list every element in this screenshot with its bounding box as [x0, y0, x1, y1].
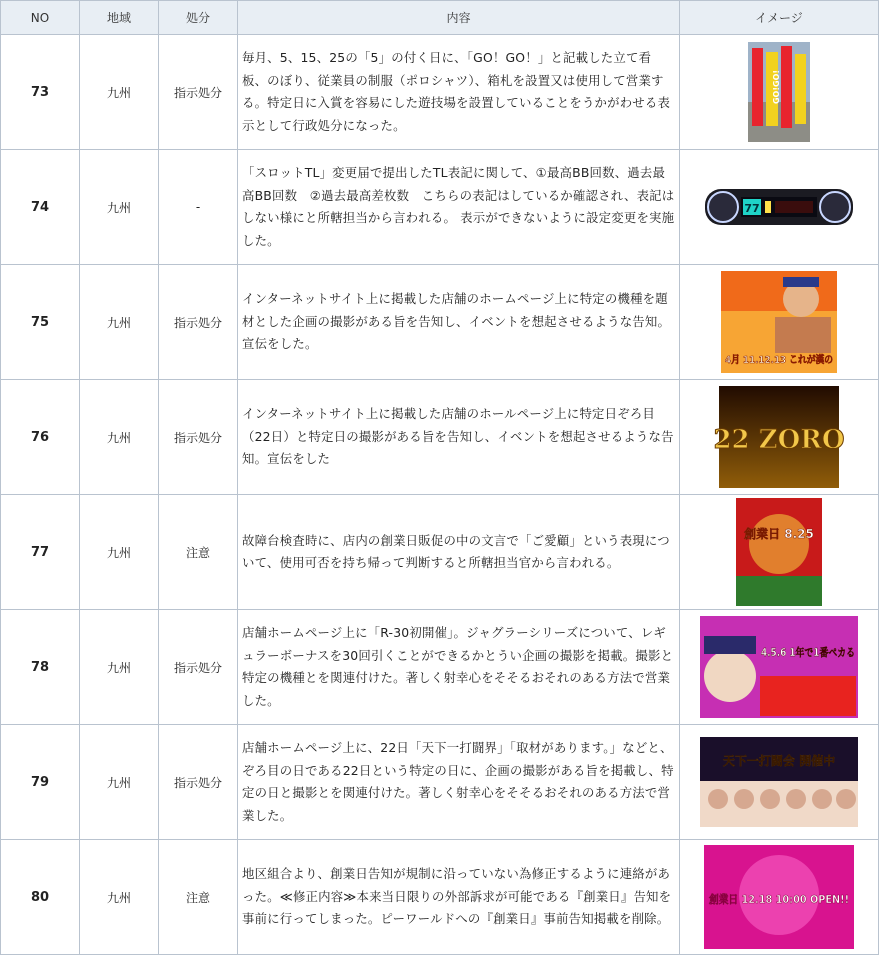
- row-action: -: [159, 150, 238, 265]
- row-content: 故障台検査時に、店内の創業日販促の中の文言で「ご愛顧」という表現について、使用可否を持ち帰って判断すると所轄担当官から言われる。: [238, 495, 680, 610]
- header-no: NO: [1, 1, 80, 35]
- row-no: 77: [1, 495, 80, 610]
- row-image-cell: [680, 840, 879, 955]
- table-row: [1, 725, 879, 840]
- image-label: 天下一打闘会 開催中: [722, 754, 836, 768]
- event-poster: [721, 271, 849, 373]
- row-no: 79: [1, 725, 80, 840]
- row-no: 80: [1, 840, 80, 955]
- juggler-event-poster: [700, 616, 878, 718]
- row-region: 九州: [80, 265, 159, 380]
- tenka-ichi-event-poster: [700, 737, 858, 827]
- header-region: 地域: [80, 1, 159, 35]
- header-content: 内容: [238, 1, 680, 35]
- image-label: 77: [744, 202, 760, 215]
- table-row: [1, 380, 879, 495]
- image-label: 22 ZORO: [713, 425, 845, 455]
- row-image-cell: [680, 725, 879, 840]
- table-row: [1, 265, 879, 380]
- row-content: 毎月、5、15、25の「5」の付く日に、「GO！GO！」と記載した立て看板、のぼり、従業員の制服（ポロシャツ）、箱札を設置又は使用して営業する。特定日に入賞を容易にした遊技場を設置していることをうかがわせる表示として行政処分になった。: [238, 35, 680, 150]
- image-label: 創業日 12.18 10:00 OPEN!!: [709, 893, 868, 906]
- row-content: 地区組合より、創業日告知が規制に沿っていない為修正するように連絡があった。≪修正内容≫本来当日限りの外部訴求が可能である『創業日』告知を事前に行ってしまった。ピーワールドへの『創業日』事前告知掲載を削除。: [238, 840, 680, 955]
- row-action: 注意: [159, 840, 238, 955]
- founding-day-poster: [736, 498, 822, 606]
- header-action: 処分: [159, 1, 238, 35]
- row-content: インターネットサイト上に掲載した店舗のホームページ上に特定の機種を題材とした企画の撮影がある旨を告知し、イベントを想起させるような告知。宣伝をした。: [238, 265, 680, 380]
- header-image: イメージ: [680, 1, 879, 35]
- image-label: GO!GO!: [772, 69, 781, 105]
- row-action: 指示処分: [159, 610, 238, 725]
- row-image-cell: [680, 610, 879, 725]
- row-region: 九州: [80, 725, 159, 840]
- table-row: [1, 35, 879, 150]
- row-action: 指示処分: [159, 725, 238, 840]
- row-image-cell: [680, 265, 879, 380]
- table-row: [1, 840, 879, 955]
- row-image-cell: [680, 35, 879, 150]
- row-action: 指示処分: [159, 265, 238, 380]
- row-region: 九州: [80, 35, 159, 150]
- row-no: 74: [1, 150, 80, 265]
- row-image-cell: [680, 380, 879, 495]
- image-label: 4.5.6 1年で1番ペカる: [761, 646, 878, 659]
- row-region: 九州: [80, 610, 159, 725]
- row-no: 75: [1, 265, 80, 380]
- row-content: インターネットサイト上に掲載した店舗のホールページ上に特定日ぞろ目（22日）と特定日の撮影がある旨を告知し、イベントを想起させるような告知。宣伝をした: [238, 380, 680, 495]
- slot-data-counter-photo: [703, 183, 855, 231]
- row-image-cell: [680, 495, 879, 610]
- row-region: 九州: [80, 150, 159, 265]
- row-image-cell: [680, 150, 879, 265]
- image-label: 創業日 8.25: [744, 527, 814, 541]
- row-action: 注意: [159, 495, 238, 610]
- row-region: 九州: [80, 380, 159, 495]
- row-no: 78: [1, 610, 80, 725]
- image-label: 4月 11.12.13 これが漢の: [725, 355, 849, 366]
- row-action: 指示処分: [159, 35, 238, 150]
- row-content: 店舗ホームページ上に「R-30初開催」。ジャグラーシリーズについて、レギュラーボーナスを30回引くことができるかとうい企画の撮影を掲載。撮影と特定の機種とを関連付けた。著しく射幸心をそそるおそれのある方法で営業した。: [238, 610, 680, 725]
- row-no: 76: [1, 380, 80, 495]
- row-content: 店舗ホームページ上に、22日「天下一打闘界」「取材があります。」などと、ぞろ目の日である22日という特定の日に、企画の撮影がある旨を掲載し、特定の日と撮影とを関連付けた。著しく射幸心をそそるおそれのある方法で営業した。: [238, 725, 680, 840]
- row-action: 指示処分: [159, 380, 238, 495]
- row-region: 九州: [80, 840, 159, 955]
- table-row: [1, 610, 879, 725]
- row-content: 「スロットTL」変更届で提出したTL表記に関して、①最高BB回数、過去最高BB回数 ②過去最高差枚数 こちらの表記はしているか確認され、表記はしない様にと所轄担当から言われる。 表示ができないように設定変更を実施した。: [238, 150, 680, 265]
- row-region: 九州: [80, 495, 159, 610]
- row-no: 73: [1, 35, 80, 150]
- founding-day-open-poster: [704, 845, 868, 949]
- table-row: [1, 150, 879, 265]
- signboard-photo: [748, 42, 810, 142]
- table-row: [1, 495, 879, 610]
- zoro-event-poster: [713, 386, 845, 488]
- header-row: [1, 1, 879, 35]
